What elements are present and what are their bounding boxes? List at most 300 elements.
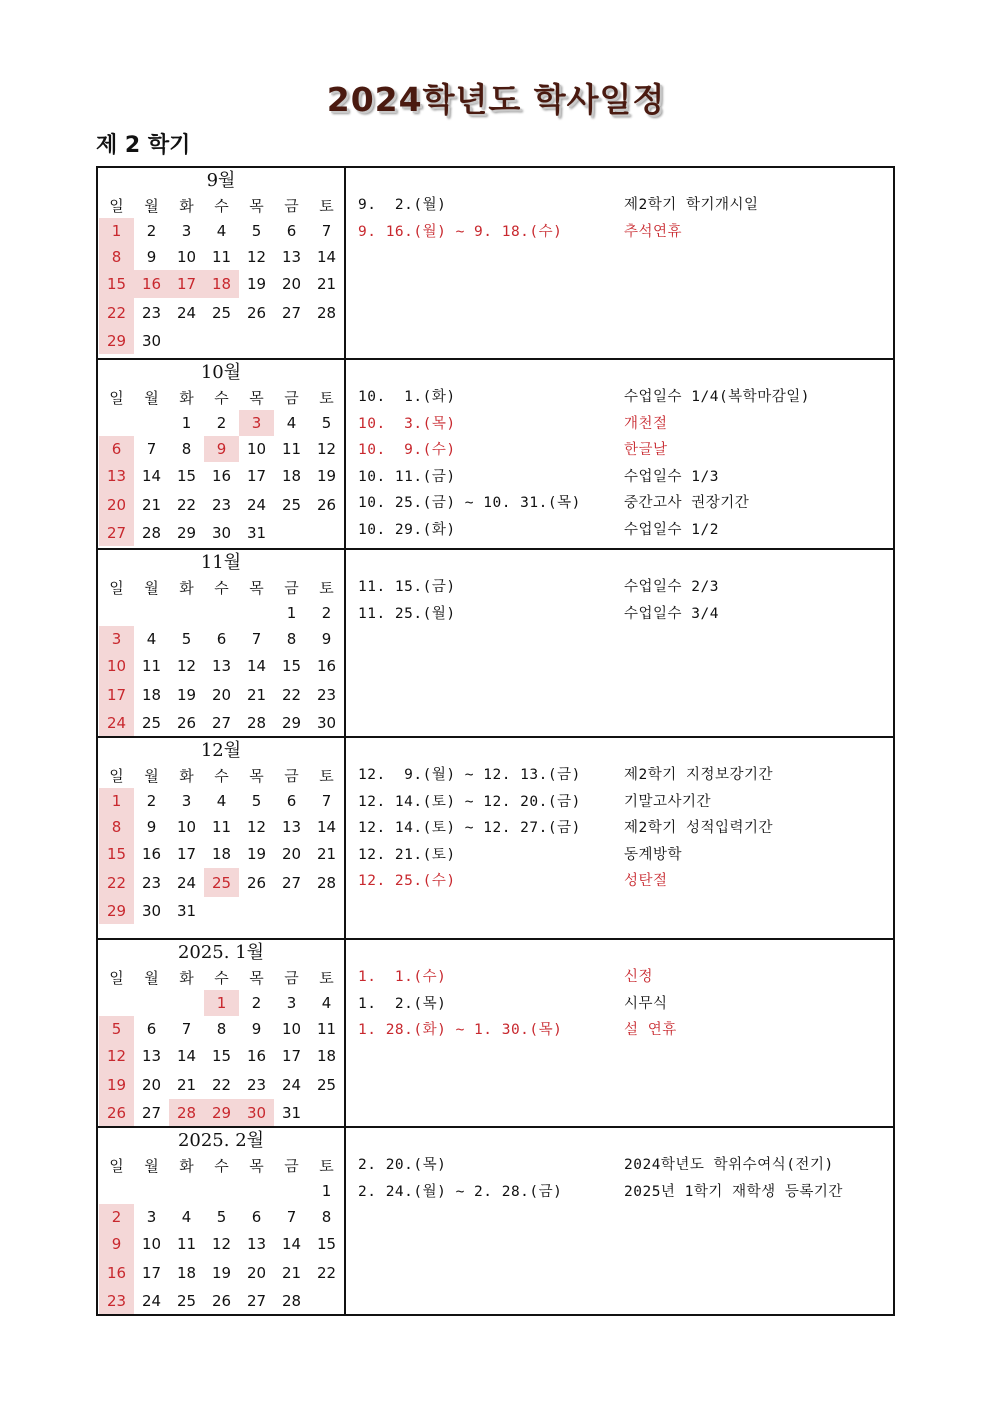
event-text: 수업일수 1/2: [624, 521, 719, 538]
calendar-day: 22: [211, 1075, 232, 1094]
weekday-label: 화: [179, 388, 194, 407]
calendar-week: [99, 990, 344, 1016]
calendar-day: 24: [281, 1075, 302, 1094]
weekday-label: 월: [144, 388, 159, 407]
calendar-day: 5: [99, 1016, 134, 1042]
weekday-label: 금: [284, 766, 299, 785]
calendar-day: 26: [211, 1291, 232, 1310]
calendar-day: 22: [99, 298, 134, 327]
calendar-day: 24: [141, 1291, 162, 1310]
calendar-day: 12: [246, 248, 267, 266]
calendar-day: 6: [216, 630, 227, 648]
calendar-day: 11: [211, 818, 232, 836]
calendar-day: 29: [204, 1099, 239, 1126]
event-date: 1. 2.(목): [358, 995, 447, 1012]
weekday-label: 금: [284, 196, 299, 215]
calendar-day: 13: [246, 1235, 267, 1253]
calendar-day: 14: [246, 657, 267, 675]
event-item: [358, 762, 893, 789]
calendar-day: 16: [246, 1047, 267, 1065]
calendar-empty: [169, 1178, 204, 1204]
calendar-empty: [134, 990, 169, 1016]
calendar-day: 23: [141, 873, 162, 892]
month-events: [345, 549, 894, 737]
calendar-empty: [204, 600, 239, 626]
month-events: [345, 1127, 894, 1315]
calendar-day: 27: [281, 303, 302, 322]
calendar-day: 26: [99, 1099, 134, 1126]
event-item: [358, 1152, 893, 1179]
calendar-day: 26: [246, 873, 267, 892]
calendar-day: 10: [176, 818, 197, 836]
calendar-day: 5: [181, 630, 192, 648]
calendar-empty: [99, 410, 134, 436]
calendar-day: 14: [316, 248, 337, 266]
calendar-day: 28: [316, 303, 337, 322]
weekday-label: 목: [249, 1156, 264, 1175]
calendar-grid: [99, 762, 344, 924]
calendar-day: 14: [176, 1047, 197, 1065]
calendar-day: 5: [251, 792, 262, 810]
weekday-label: 화: [179, 1156, 194, 1175]
event-item: [358, 490, 893, 517]
weekday-label: 토: [319, 766, 334, 785]
weekday-label: 월: [144, 766, 159, 785]
calendar-empty: [204, 897, 239, 924]
event-text: 2024학년도 학위수여식(전기): [624, 1157, 834, 1173]
calendar-week: [99, 600, 344, 626]
calendar-day: 1: [181, 414, 192, 432]
month-title: 11월: [200, 552, 242, 573]
calendar-day: 3: [181, 792, 192, 810]
weekday-label: 금: [284, 388, 299, 407]
weekday-label: 토: [319, 388, 334, 407]
calendar-day: 9: [204, 436, 239, 462]
event-text: 개천절: [624, 415, 668, 432]
calendar-day: 6: [286, 222, 297, 240]
event-text: 수업일수 1/3: [624, 468, 719, 485]
month-events: [345, 359, 894, 549]
calendar-day: 13: [281, 818, 302, 836]
calendar-empty: [309, 327, 344, 354]
calendar-week: [99, 1230, 344, 1258]
event-text: 제2학기 지정보강기간: [624, 767, 774, 783]
calendar-week: [99, 1099, 344, 1126]
calendar-day: 25: [211, 303, 232, 322]
calendar-day: 10: [281, 1020, 302, 1038]
calendar-day: 19: [316, 467, 337, 485]
month-events: [345, 939, 894, 1127]
calendar-day: 15: [211, 1047, 232, 1065]
event-text: 중간고사 권장기간: [624, 495, 750, 512]
month-calendar: [97, 359, 345, 549]
month-calendar: [97, 549, 345, 737]
calendar-grid: [99, 384, 344, 546]
event-item: [358, 815, 893, 842]
calendar-day: 18: [211, 845, 232, 863]
month-calendar: [97, 1127, 345, 1315]
month-title: 10월: [200, 362, 242, 383]
weekday-label: 토: [319, 1156, 334, 1175]
event-date: 12. 14.(토) ~ 12. 27.(금): [358, 820, 581, 837]
calendar-week: [99, 327, 344, 354]
calendar-day: 22: [176, 495, 197, 514]
event-list: [346, 360, 893, 544]
calendar-empty: [274, 327, 309, 354]
event-text: 수업일수 2/3: [624, 579, 719, 595]
calendar-day: 19: [246, 275, 267, 293]
calendar-day: 12: [246, 818, 267, 836]
event-text: 제2학기 성적입력기간: [624, 820, 774, 837]
month-events: [345, 167, 894, 359]
calendar-day: 21: [316, 275, 337, 293]
calendar-day: 8: [321, 1208, 332, 1226]
weekday-label: 토: [319, 578, 334, 597]
calendar-day: 9: [146, 248, 157, 266]
event-item: [358, 517, 893, 544]
calendar-week: [99, 814, 344, 840]
calendar-empty: [274, 897, 309, 924]
month-calendar: [97, 939, 345, 1127]
calendar-day: 25: [281, 495, 302, 514]
calendar-day: 22: [99, 868, 134, 897]
event-text: 수업일수 1/4(복학마감일): [624, 389, 810, 405]
weekday-label: 토: [319, 196, 334, 215]
event-date: 12. 25.(수): [358, 873, 456, 890]
semester-heading: 제 2 학기: [96, 133, 191, 158]
calendar-day: 20: [211, 685, 232, 704]
calendar-day: 7: [146, 440, 157, 458]
event-date: 11. 25.(월): [358, 605, 456, 622]
month-row: [97, 549, 894, 737]
event-list: [346, 738, 893, 895]
weekday-header: [99, 964, 344, 990]
calendar-day: 8: [99, 244, 134, 270]
weekday-label: 화: [179, 196, 194, 215]
weekday-label: 수: [214, 578, 229, 597]
calendar-day: 25: [141, 713, 162, 732]
calendar-week: [99, 709, 344, 736]
calendar-day: 20: [246, 1263, 267, 1282]
event-item: [358, 789, 893, 816]
calendar-day: 23: [246, 1075, 267, 1094]
weekday-label: 금: [284, 578, 299, 597]
calendar-day: 24: [246, 495, 267, 514]
calendar-day: 1: [321, 1182, 332, 1200]
calendar-empty: [309, 1099, 344, 1126]
calendar-day: 24: [176, 873, 197, 892]
calendar-week: [99, 868, 344, 897]
calendar-day: 11: [281, 440, 302, 458]
calendar-day: 27: [246, 1291, 267, 1310]
calendar-day: 19: [246, 845, 267, 863]
month-title: 2025. 1월: [177, 942, 265, 963]
calendar-day: 18: [204, 270, 239, 298]
event-item: [358, 964, 893, 991]
calendar-day: 24: [99, 709, 134, 736]
calendar-day: 13: [281, 248, 302, 266]
event-text: 기말고사기간: [624, 793, 712, 810]
calendar-day: 3: [146, 1208, 157, 1226]
weekday-label: 수: [214, 1156, 229, 1175]
calendar-day: 31: [281, 1103, 302, 1122]
calendar-week: [99, 298, 344, 327]
calendar-day: 16: [211, 467, 232, 485]
calendar-week: [99, 1204, 344, 1230]
event-date: 1. 1.(수): [358, 969, 447, 985]
event-list: [346, 1128, 893, 1205]
event-date: 12. 9.(월) ~ 12. 13.(금): [358, 767, 581, 783]
calendar-day: 9: [99, 1230, 134, 1258]
calendar-day: 28: [316, 873, 337, 892]
weekday-label: 일: [109, 388, 124, 407]
calendar-week: [99, 436, 344, 462]
calendar-week: [99, 462, 344, 490]
calendar-empty: [169, 990, 204, 1016]
calendar-day: 20: [281, 275, 302, 293]
calendar-day: 2: [321, 604, 332, 622]
calendar-day: 29: [176, 523, 197, 542]
calendar-week: [99, 1287, 344, 1314]
calendar-day: 27: [99, 519, 134, 546]
event-text: 한글날: [624, 442, 668, 459]
calendar-day: 21: [246, 685, 267, 704]
calendar-day: 12: [176, 657, 197, 675]
event-item: [358, 464, 893, 491]
event-text: 성탄절: [624, 873, 668, 890]
weekday-label: 목: [249, 766, 264, 785]
page-title: 2024학년도 학사일정: [326, 80, 666, 119]
calendar-empty: [134, 410, 169, 436]
calendar-empty: [169, 327, 204, 354]
calendar-day: 25: [316, 1075, 337, 1094]
calendar-empty: [99, 600, 134, 626]
weekday-label: 목: [249, 196, 264, 215]
calendar-day: 19: [176, 685, 197, 704]
calendar-day: 5: [251, 222, 262, 240]
calendar-day: 21: [141, 495, 162, 514]
weekday-label: 금: [284, 1156, 299, 1175]
event-item: [358, 991, 893, 1018]
month-title: 12월: [200, 740, 242, 761]
weekday-label: 일: [109, 766, 124, 785]
calendar-day: 17: [176, 845, 197, 863]
calendar-week: [99, 1070, 344, 1099]
calendar-day: 4: [181, 1208, 192, 1226]
calendar-day: 1: [99, 788, 134, 814]
weekday-label: 목: [249, 578, 264, 597]
calendar-empty: [274, 519, 309, 546]
calendar-day: 3: [239, 410, 274, 436]
calendar-day: 26: [246, 303, 267, 322]
calendar-empty: [134, 1178, 169, 1204]
event-list: [346, 550, 893, 627]
calendar-day: 19: [211, 1263, 232, 1282]
weekday-label: 월: [144, 968, 159, 987]
calendar-week: [99, 519, 344, 546]
calendar-day: 10: [246, 440, 267, 458]
weekday-label: 수: [214, 196, 229, 215]
calendar-week: [99, 1042, 344, 1070]
event-list: [346, 168, 893, 245]
month-row: [97, 737, 894, 939]
calendar-day: 8: [181, 440, 192, 458]
calendar-day: 26: [316, 495, 337, 514]
month-title: 9월: [206, 170, 236, 191]
calendar-empty: [274, 1178, 309, 1204]
calendar-day: 3: [286, 994, 297, 1012]
event-item: [358, 868, 893, 895]
calendar-day: 23: [316, 685, 337, 704]
calendar-week: [99, 1016, 344, 1042]
weekday-label: 월: [144, 578, 159, 597]
calendar-week: [99, 788, 344, 814]
event-text: 동계방학: [624, 846, 683, 863]
calendar-grid: [99, 574, 344, 736]
event-list: [346, 940, 893, 1044]
calendar-day: 27: [211, 713, 232, 732]
calendar-day: 6: [251, 1208, 262, 1226]
weekday-label: 월: [144, 196, 159, 215]
calendar-empty: [169, 600, 204, 626]
event-text: 시무식: [624, 995, 668, 1012]
calendar-day: 25: [204, 868, 239, 897]
event-date: 12. 21.(토): [358, 846, 456, 863]
weekday-header: [99, 384, 344, 410]
calendar-day: 4: [321, 994, 332, 1012]
calendar-day: 12: [211, 1235, 232, 1253]
calendar-empty: [309, 519, 344, 546]
calendar-day: 25: [176, 1291, 197, 1310]
event-item: [358, 1179, 893, 1206]
calendar-day: 31: [246, 523, 267, 542]
calendar-day: 16: [99, 1258, 134, 1287]
weekday-label: 일: [109, 968, 124, 987]
calendar-day: 20: [141, 1075, 162, 1094]
event-text: 제2학기 학기개시일: [624, 197, 759, 213]
month-row: [97, 1127, 894, 1315]
calendar-day: 4: [286, 414, 297, 432]
weekday-label: 화: [179, 766, 194, 785]
calendar-day: 17: [169, 270, 204, 298]
weekday-label: 수: [214, 388, 229, 407]
event-text: 수업일수 3/4: [624, 605, 719, 622]
calendar-day: 11: [141, 657, 162, 675]
calendar-day: 13: [141, 1047, 162, 1065]
weekday-header: [99, 574, 344, 600]
calendar-day: 16: [134, 270, 169, 298]
calendar-day: 20: [99, 490, 134, 519]
calendar-day: 27: [281, 873, 302, 892]
calendar-day: 3: [181, 222, 192, 240]
calendar-day: 15: [99, 840, 134, 868]
event-item: [358, 1017, 893, 1044]
calendar-day: 7: [286, 1208, 297, 1226]
calendar-day: 30: [316, 713, 337, 732]
calendar-day: 5: [321, 414, 332, 432]
calendar-day: 20: [281, 845, 302, 863]
month-row: [97, 359, 894, 549]
event-date: 10. 11.(금): [358, 468, 456, 485]
calendar-day: 24: [176, 303, 197, 322]
calendar-day: 1: [99, 218, 134, 244]
calendar-day: 29: [281, 713, 302, 732]
event-item: [358, 574, 893, 601]
calendar-day: 30: [239, 1099, 274, 1126]
calendar-empty: [239, 327, 274, 354]
calendar-day: 17: [246, 467, 267, 485]
calendar-day: 8: [216, 1020, 227, 1038]
calendar-day: 1: [204, 990, 239, 1016]
calendar-day: 7: [251, 630, 262, 648]
calendar-week: [99, 652, 344, 680]
calendar-day: 21: [281, 1263, 302, 1282]
calendar-day: 2: [251, 994, 262, 1012]
calendar-day: 18: [281, 467, 302, 485]
calendar-day: 3: [99, 626, 134, 652]
calendar-day: 2: [99, 1204, 134, 1230]
calendar-day: 2: [146, 792, 157, 810]
weekday-label: 목: [249, 968, 264, 987]
calendar-day: 23: [141, 303, 162, 322]
calendar-day: 10: [141, 1235, 162, 1253]
event-text: 2025년 1학기 재학생 등록기간: [624, 1183, 843, 1200]
calendar-week: [99, 840, 344, 868]
calendar-empty: [204, 327, 239, 354]
calendar-day: 14: [141, 467, 162, 485]
weekday-label: 금: [284, 968, 299, 987]
event-date: 10. 3.(목): [358, 415, 456, 432]
calendar-week: [99, 626, 344, 652]
event-date: 10. 25.(금) ~ 10. 31.(목): [358, 495, 581, 512]
calendar-day: 28: [281, 1291, 302, 1310]
calendar-week: [99, 410, 344, 436]
calendar-day: 16: [316, 657, 337, 675]
calendar-day: 30: [141, 901, 162, 920]
calendar-empty: [99, 1178, 134, 1204]
calendar-day: 17: [99, 680, 134, 709]
calendar-day: 4: [216, 792, 227, 810]
calendar-day: 21: [176, 1075, 197, 1094]
calendar-day: 22: [316, 1263, 337, 1282]
calendar-day: 10: [176, 248, 197, 266]
calendar-day: 28: [169, 1099, 204, 1126]
calendar-day: 9: [321, 630, 332, 648]
calendar-day: 15: [281, 657, 302, 675]
calendar-week: [99, 270, 344, 298]
calendar-day: 13: [211, 657, 232, 675]
calendar-week: [99, 218, 344, 244]
event-date: 1. 28.(화) ~ 1. 30.(목): [358, 1022, 563, 1039]
calendar-day: 15: [176, 467, 197, 485]
calendar-day: 7: [181, 1020, 192, 1038]
calendar-day: 15: [99, 270, 134, 298]
calendar-day: 21: [316, 845, 337, 863]
weekday-label: 일: [109, 196, 124, 215]
calendar-day: 23: [211, 495, 232, 514]
calendar-day: 16: [141, 845, 162, 863]
calendar-empty: [239, 897, 274, 924]
weekday-label: 수: [214, 766, 229, 785]
event-date: 12. 14.(토) ~ 12. 20.(금): [358, 793, 581, 810]
calendar-day: 18: [316, 1047, 337, 1065]
calendar-day: 29: [99, 897, 134, 924]
calendar-day: 11: [211, 248, 232, 266]
weekday-label: 토: [319, 968, 334, 987]
calendar-day: 26: [176, 713, 197, 732]
weekday-label: 월: [144, 1156, 159, 1175]
event-item: [358, 842, 893, 869]
